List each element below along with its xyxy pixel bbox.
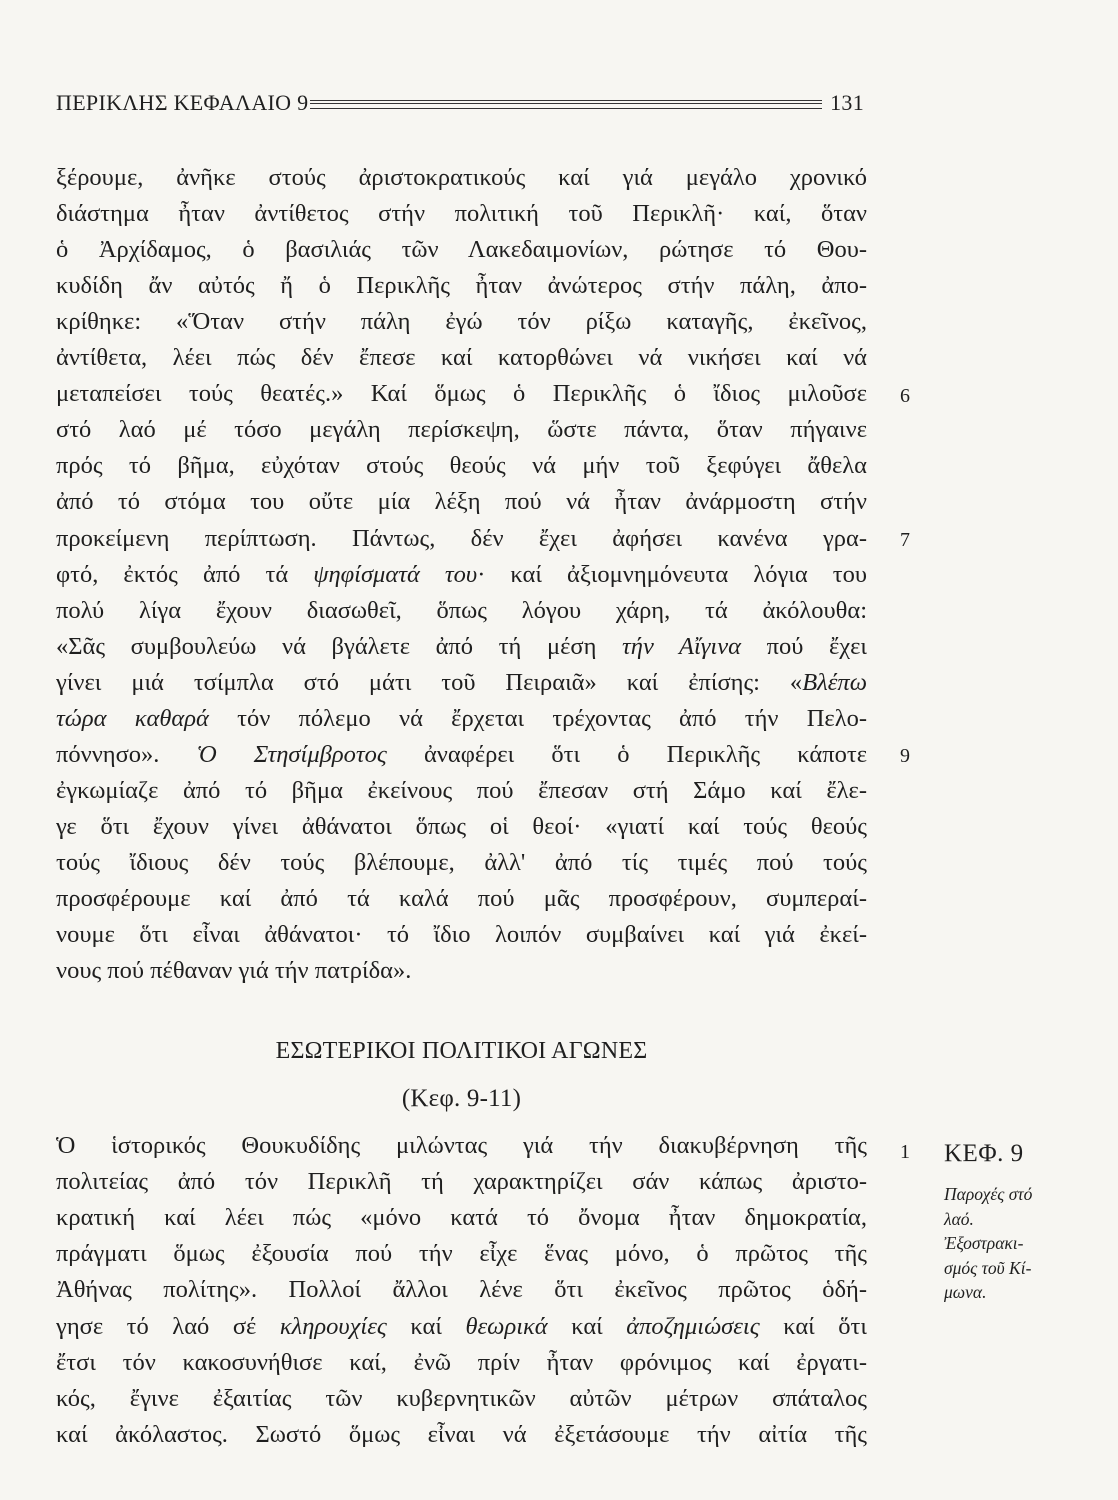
text-line — [56, 557, 867, 593]
text-line: γε ὅτι ἔχουν γίνει ἀθάνατοι ὅπως οἱ θεοί· «γιατί καί τούς θεούς — [56, 812, 867, 840]
text-line: μεταπείσει τούς θεατές.» Καί ὅμως ὁ Περικλῆς ὁ ἴδιος μιλοῦσε — [56, 380, 867, 408]
margin-number: 1 — [900, 1141, 910, 1163]
text-line: ἀπό τό στόμα του οὔτε μία λέξη πού νά ἦταν ἀνάρμοστη στήν — [56, 488, 867, 516]
text-run: · καί ἀξιομνημόνευτα λόγια του — [477, 560, 867, 588]
text-line: πράγματι ὅμως ἐξουσία πού τήν εἶχε ἕνας μόνο, ὁ πρῶτος τῆς — [56, 1240, 867, 1268]
header-rule — [310, 100, 822, 109]
text-line: πρός τό βῆμα, εὐχόταν στούς θεούς νά μήν τοῦ ξεφύγει ἄθελα — [56, 452, 867, 480]
sidenote-title: ΚΕΦ. 9 — [944, 1140, 1024, 1167]
sidenote-line: Ἐξοστρακι- — [944, 1233, 1024, 1253]
text-line: κός, ἔγινε ἐξαιτίας τῶν κυβερνητικῶν αὐτῶν μέτρων σπάταλος — [56, 1384, 867, 1412]
sidenote-line: Παροχές στό — [944, 1184, 1033, 1204]
emphasis-text: τώρα καθαρά — [56, 704, 209, 732]
text-line: ἔτσι τόν κακοσυνήθισε καί, ἐνῶ πρίν ἦταν φρόνιμος καί ἐργατι- — [56, 1348, 867, 1376]
emphasis-text: ἀποζημιώσεις — [626, 1312, 760, 1340]
text-line: ἐγκωμίαζε ἀπό τό βῆμα ἐκείνους πού ἔπεσαν στή Σάμο καί ἔλε- — [56, 776, 867, 804]
text-run: φτό, ἐκτός ἀπό τά — [56, 560, 314, 588]
text-line: τούς ἴδιους δέν τούς βλέπουμε, ἀλλ' ἀπό τίς τιμές πού τούς — [56, 848, 867, 876]
text-run: τόν πόλεμο νά ἔρχεται τρέχοντας ἀπό τήν Πελο- — [208, 704, 867, 732]
text-run: καί — [547, 1312, 627, 1340]
margin-number: 7 — [900, 529, 910, 551]
section-subheading: (Κεφ. 9-11) — [401, 1085, 522, 1112]
text-line: καί ἀκόλαστος. Σωστό ὅμως εἶναι νά ἐξετάσουμε τήν αἰτία τῆς — [56, 1420, 867, 1448]
running-head-title: ΠΕΡΙΚΛΗΣ ΚΕΦΑΛΑΙΟ 9 — [56, 90, 309, 115]
text-line: προκείμενη περίπτωση. Πάντως, δέν ἔχει ἀφήσει κανένα γρα- — [56, 524, 867, 552]
text-line: προσφέρουμε καί ἀπό τά καλά πού μᾶς προσφέρουν, συμπεραί- — [56, 885, 867, 912]
text-run: πόννησο». — [56, 740, 197, 768]
text-line: κρίθηκε: «Ὅταν στήν πάλη ἐγώ τόν ρίξω καταγῆς, ἐκεῖνος, — [56, 308, 867, 336]
sidenote-line: λαό. — [944, 1208, 974, 1229]
text-line: ὁ Ἀρχίδαμος, ὁ βασιλιάς τῶν Λακεδαιμονίων, ρώτησε τό Θου- — [56, 236, 867, 264]
text-run: πού ἔχει — [740, 632, 867, 660]
margin-number: 9 — [900, 745, 910, 767]
text-line: ἀντίθετα, λέει πώς δέν ἔπεσε καί κατορθώνει νά νικήσει καί νά — [56, 344, 867, 372]
text-run: γίνει μιά τσίμπλα στό μάτι τοῦ Πειραιᾶ» καί ἐπίσης: « — [56, 668, 803, 696]
margin-number: 6 — [900, 385, 910, 407]
text-line: κρατική καί λέει πώς «μόνο κατά τό ὄνομα ἦταν δημοκρατία, — [56, 1204, 867, 1232]
text-line: διάστημα ἦταν ἀντίθετος στήν πολιτική τοῦ Περικλῆ· καί, ὅταν — [56, 200, 867, 228]
emphasis-text: κληρουχίες — [279, 1312, 387, 1340]
emphasis-text: ψηφίσματά του — [313, 560, 478, 588]
page-number: 131 — [830, 90, 864, 115]
text-line: πολιτείας ἀπό τόν Περικλῆ τή χαρακτηρίζει σάν κάπως ἀριστο- — [56, 1168, 867, 1196]
sidenote-line: μωνα. — [944, 1282, 987, 1302]
running-head — [56, 88, 864, 118]
section-heading: ΕΣΩΤΕΡΙΚΟΙ ΠΟΛΙΤΙΚΟΙ ΑΓΩΝΕΣ — [275, 1038, 648, 1064]
emphasis-text: Βλέπω — [802, 668, 867, 696]
text-line: πολύ λίγα ἔχουν διασωθεῖ, ὅπως λόγου χάρη, τά ἀκόλουθα: — [56, 596, 867, 624]
sidenote — [944, 1182, 1084, 1305]
text-run: ἀναφέρει ὅτι ὁ Περικλῆς κάποτε — [386, 740, 867, 768]
emphasis-text: τήν Αἴγινα — [622, 632, 741, 660]
text-line: Ἀθήνας πολίτης». Πολλοί ἄλλοι λένε ὅτι ἐκεῖνος πρῶτος ὁδή- — [56, 1276, 867, 1304]
text-line — [56, 1309, 867, 1345]
text-line — [56, 629, 867, 665]
text-line: στό λαό μέ τόσο μεγάλη περίσκεψη, ὥστε πάντα, ὅταν πήγαινε — [56, 416, 867, 444]
text-line: Ὁ ἱστορικός Θουκυδίδης μιλώντας γιά τήν διακυβέρνηση τῆς — [56, 1132, 867, 1159]
text-run: καί — [386, 1312, 466, 1340]
emphasis-text: Ὁ Στησίμβροτος — [196, 740, 387, 768]
text-run: «Σᾶς συμβουλεύω νά βγάλετε ἀπό τή μέση — [56, 632, 623, 660]
text-run: γησε τό λαό σέ — [56, 1312, 280, 1340]
text-run: καί ὅτι — [759, 1312, 867, 1340]
text-line — [56, 701, 867, 737]
emphasis-text: θεωρικά — [465, 1312, 548, 1340]
text-line: νους πού πέθαναν γιά τήν πατρίδα». — [56, 957, 412, 985]
text-line: ξέρουμε, ἀνῆκε στούς ἀριστοκρατικούς καί γιά μεγάλο χρονικό — [56, 164, 867, 191]
text-line — [56, 665, 867, 701]
text-line: κυδίδη ἄν αὐτός ἤ ὁ Περικλῆς ἦταν ἀνώτερος στήν πάλη, ἀπο- — [56, 272, 867, 300]
sidenote-line: σμός τοῦ Κί- — [944, 1257, 1032, 1278]
text-line — [56, 737, 867, 773]
text-line: νουμε ὅτι εἶναι ἀθάνατοι· τό ἴδιο λοιπόν συμβαίνει καί γιά ἐκεί- — [56, 921, 867, 949]
